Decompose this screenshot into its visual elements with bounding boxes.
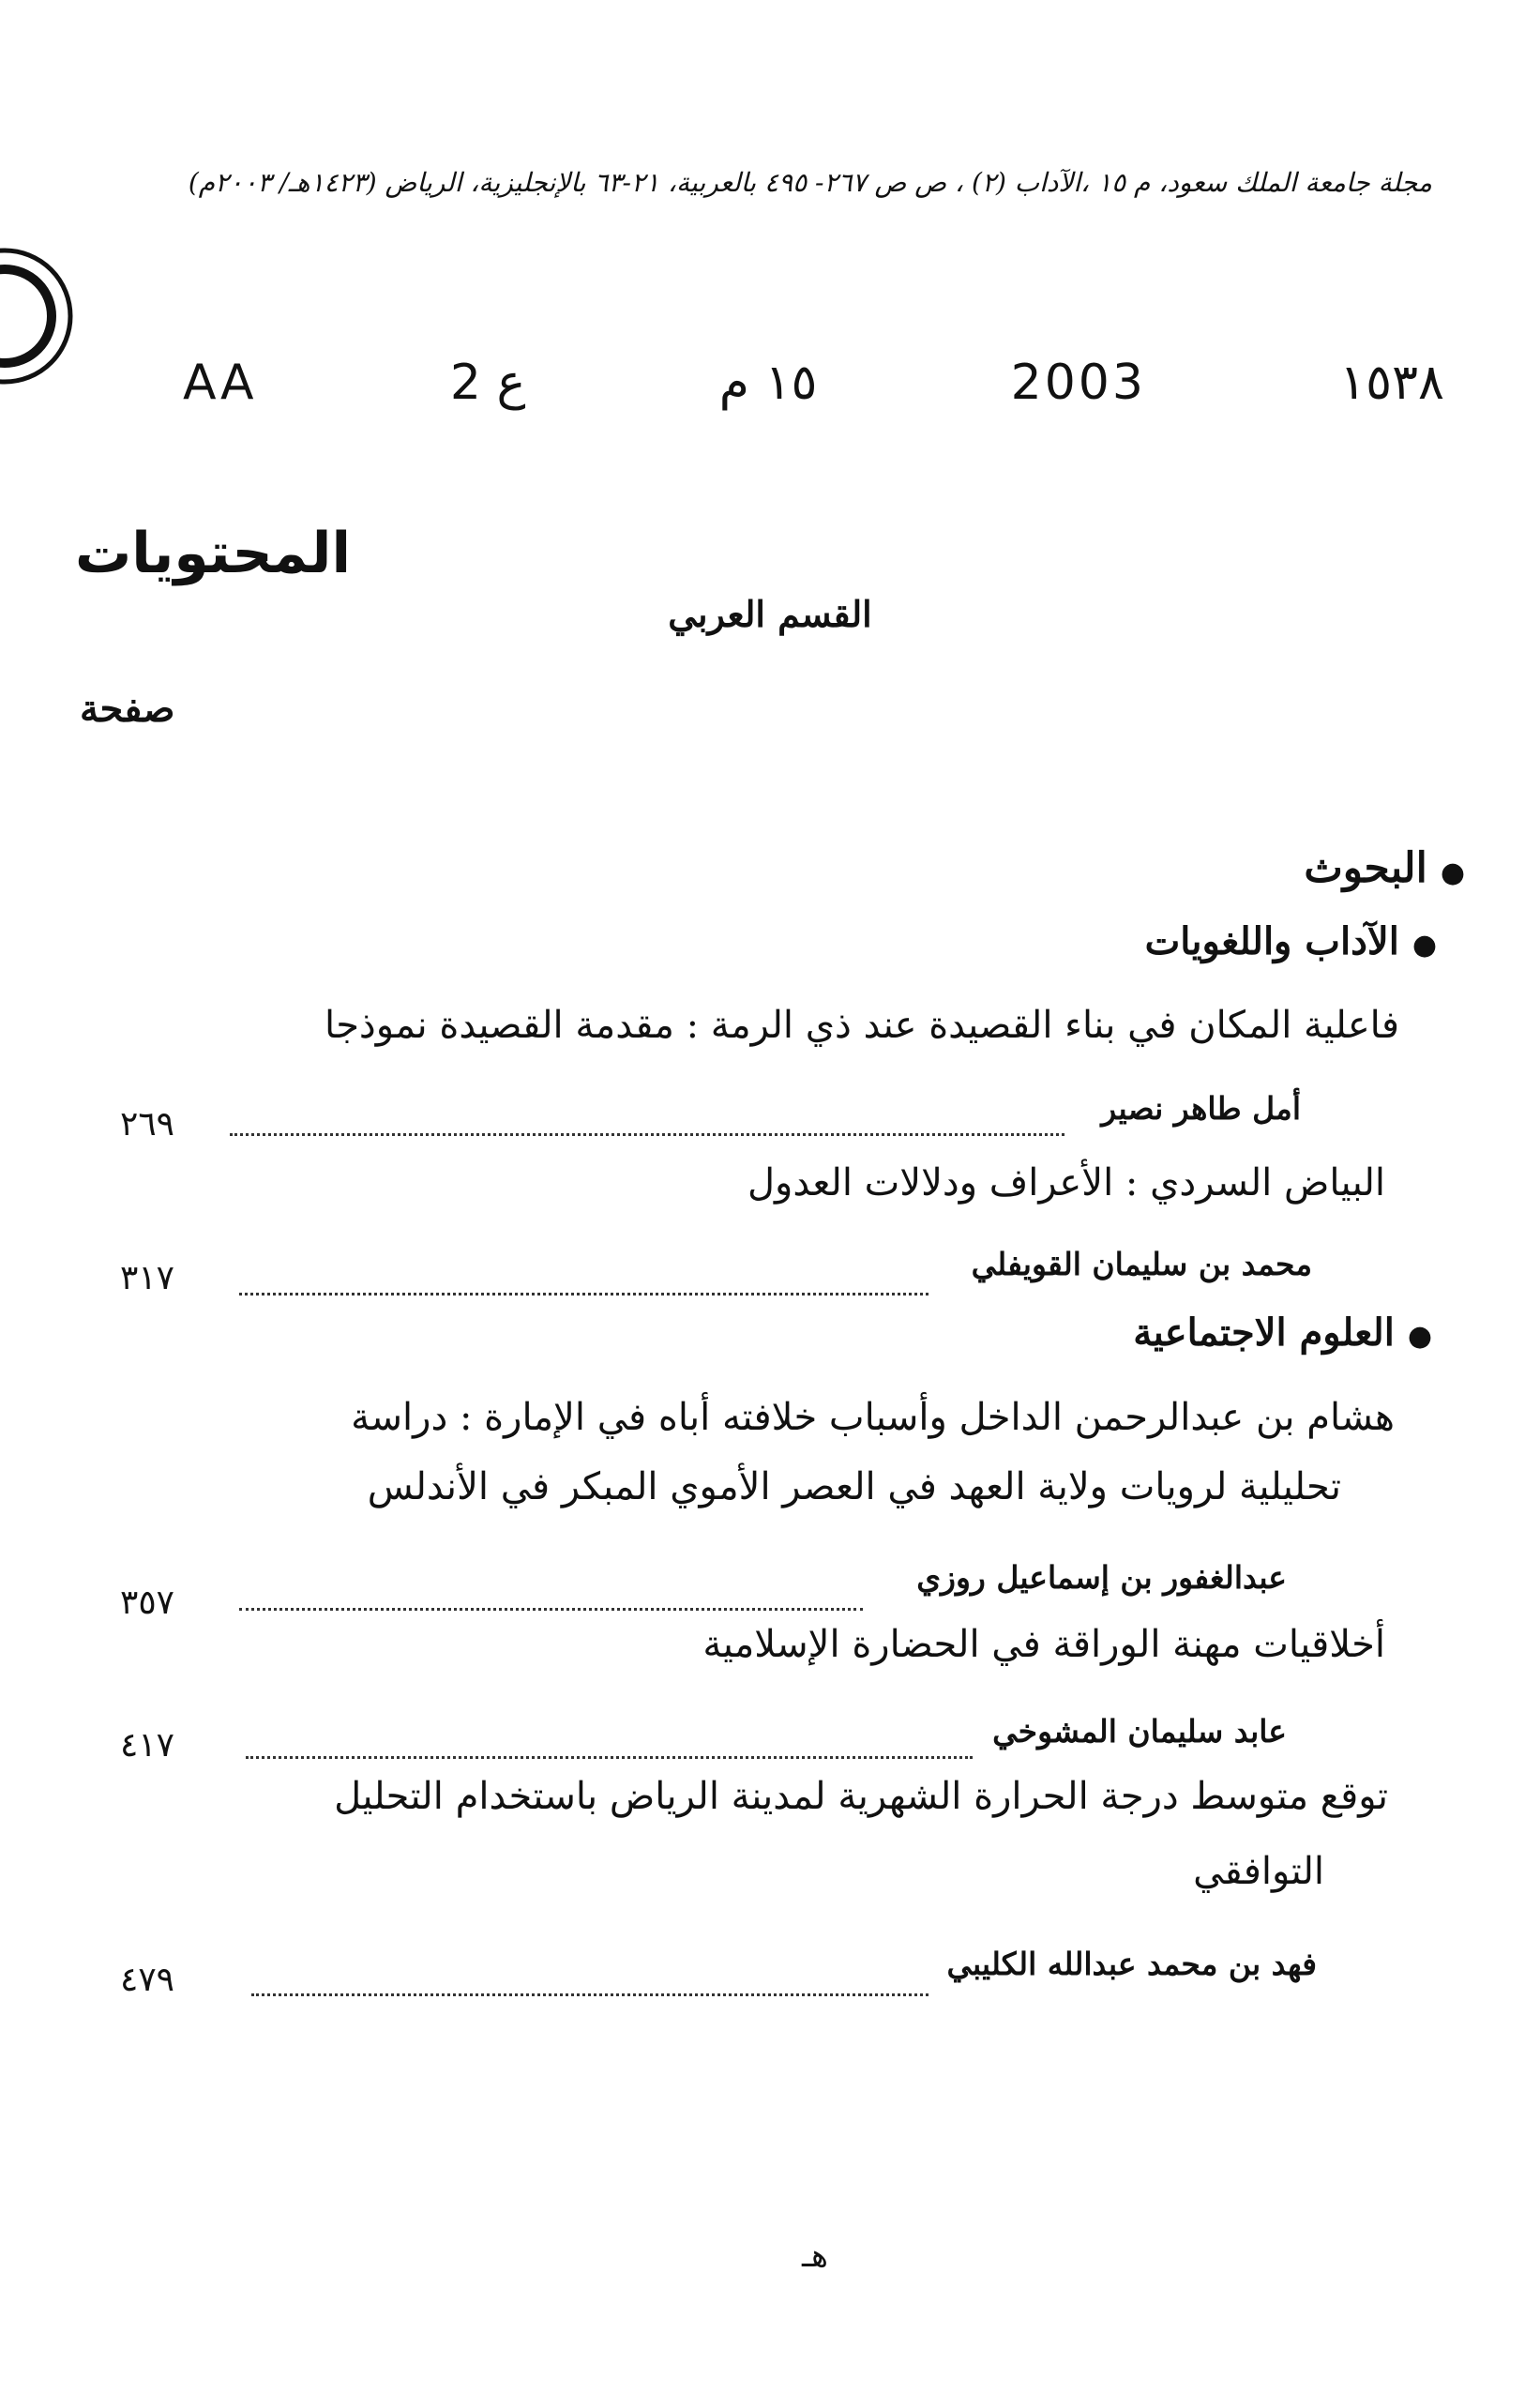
handwritten-number: ١٥٣٨ xyxy=(1339,355,1444,411)
entry-page-number: ٣٥٧ xyxy=(120,1583,175,1622)
entry-title: البياض السردي : الأعراف ودلالات العدول xyxy=(747,1161,1385,1205)
handwritten-annotations xyxy=(183,355,1444,411)
handwritten-code-2: 2 ع xyxy=(449,355,526,411)
bullet-icon: ● xyxy=(1440,856,1465,889)
entry-author: محمد بن سليمان القويفلي xyxy=(971,1246,1312,1282)
handwritten-year: 2003 xyxy=(1010,355,1146,411)
leader-dots xyxy=(239,1293,929,1295)
bullet-icon: ● xyxy=(1407,1320,1432,1353)
group-heading-social-sciences: ●العلوم الاجتماعية xyxy=(1133,1311,1432,1355)
handwritten-code-1: AA xyxy=(183,355,257,411)
handwritten-code-3: ١٥ م xyxy=(718,355,818,411)
page-column-label: صفحة xyxy=(80,687,175,731)
entry-title-line-2: التوافقي xyxy=(1193,1850,1324,1893)
entry-title-line-1: توقع متوسط درجة الحرارة الشهرية لمدينة الرياض باستخدام التحليل xyxy=(334,1775,1388,1818)
leader-dots xyxy=(251,1993,929,1996)
entry-page-number: ٤٧٩ xyxy=(120,1961,175,1999)
leader-dots xyxy=(246,1756,973,1759)
entry-author: فهد بن محمد عبدالله الكليبي xyxy=(946,1946,1317,1982)
library-stamp-seal xyxy=(0,246,75,386)
page-letter: هـ xyxy=(802,2237,828,2275)
entry-page-number: ٣١٧ xyxy=(120,1259,175,1297)
entry-title: فاعلية المكان في بناء القصيدة عند ذي الرمة : مقدمة القصيدة نموذجا xyxy=(325,1004,1399,1047)
section-title: القسم العربي xyxy=(668,593,872,635)
entry-title-line-1: هشام بن عبدالرحمن الداخل وأسباب خلافته أباه في الإمارة : دراسة xyxy=(351,1396,1395,1439)
entry-title-line-2: تحليلية لرويات ولاية العهد في العصر الأموي المبكر في الأندلس xyxy=(367,1465,1341,1508)
group-heading-arts: ●الآداب واللغويات xyxy=(1144,919,1437,963)
journal-citation-line: مجلة جامعة الملك سعود، م ١٥ ،الآداب (٢) ، ص ص ٢٦٧- ٤٩٥ بالعربية، ٢١-٦٣ بالإنجليزية، الرياض (١٤٢٣هـ/ ٢٠٠٣م) xyxy=(188,167,1432,198)
leader-dots xyxy=(239,1608,863,1611)
bullet-icon: ● xyxy=(1412,929,1437,962)
research-heading: ●البحوث xyxy=(1304,844,1465,892)
entry-author: عبدالغفور بن إسماعيل روزي xyxy=(916,1559,1287,1596)
leader-dots xyxy=(230,1133,1064,1136)
entry-page-number: ٢٦٩ xyxy=(120,1105,175,1144)
contents-title: المحتويات xyxy=(75,521,352,586)
entry-author: عابد سليمان المشوخي xyxy=(992,1713,1287,1750)
entry-author: أمل طاهر نصير xyxy=(1101,1090,1301,1127)
entry-page-number: ٤١٧ xyxy=(120,1726,175,1765)
entry-title: أخلاقيات مهنة الوراقة في الحضارة الإسلامية xyxy=(702,1623,1385,1666)
